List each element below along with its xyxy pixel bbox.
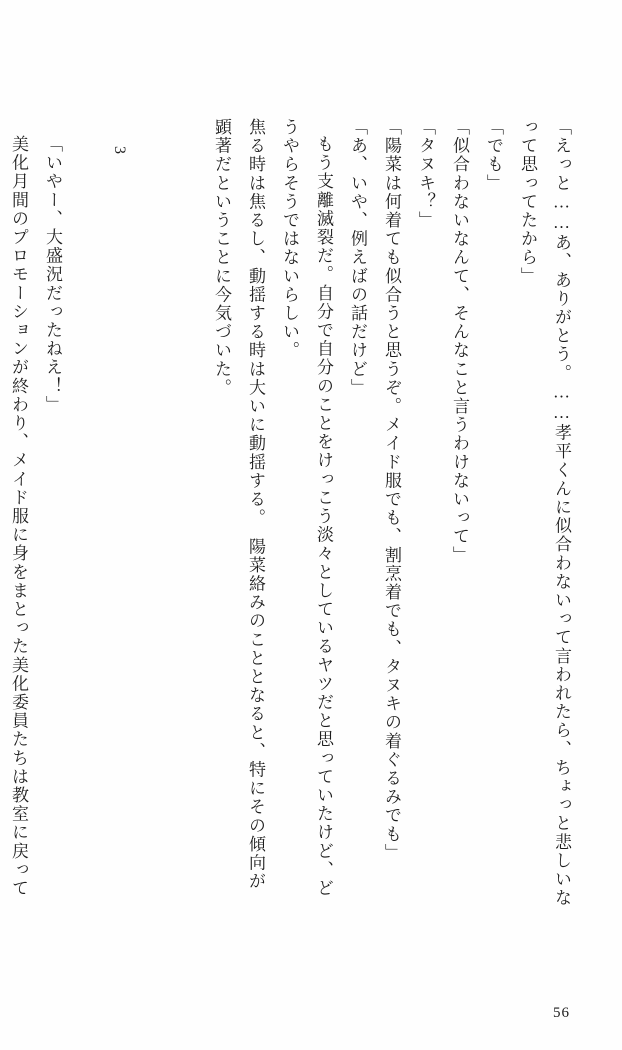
text-column: 「あ、いや、例えばの話だけど」 — [348, 118, 367, 397]
text-column-spacer — [129, 118, 162, 948]
page-number: 56 — [553, 1005, 570, 1021]
text-column: 焦る時は焦るし、動揺する時は大いに動揺する。 陽菜絡みのこととなると、特にその傾向が — [246, 118, 265, 891]
vertical-text-body — [0, 118, 570, 948]
text-column: 「陽菜は何着ても似合うと思うぞ。メイド服でも、割烹着でも、タヌキの着ぐるみでも」 — [382, 118, 401, 862]
text-column: もう支離滅裂だ。自分で自分のことをけっこう淡々としているヤツだと思っていたけど、ど — [314, 135, 333, 898]
text-column: 顕著だということに今気づいた。 — [212, 118, 231, 397]
text-column: 美化月間のプロモーションが終わり、メイド服に身をまとった美化委員たちは教室に戻って — [9, 135, 28, 898]
text-column: 「タヌキ？」 — [416, 118, 435, 230]
section-number: 3 — [111, 146, 128, 156]
text-column-spacer — [163, 118, 196, 948]
text-column: 「似合わないなんて、そんなこと言うわけないって」 — [450, 118, 469, 565]
text-column: 「いやー、大盛況だったねえ！」 — [43, 135, 62, 414]
text-column: 「でも」 — [484, 118, 503, 193]
text-column: 「えっと……あ、ありがとう。……孝平くんに似合わないって言われたら、ちょっと悲しいな — [552, 118, 571, 908]
text-column: うやらそうではないらしい。 — [280, 118, 299, 360]
text-column-spacer — [62, 118, 95, 948]
text-column: って思ってたから」 — [518, 118, 537, 286]
